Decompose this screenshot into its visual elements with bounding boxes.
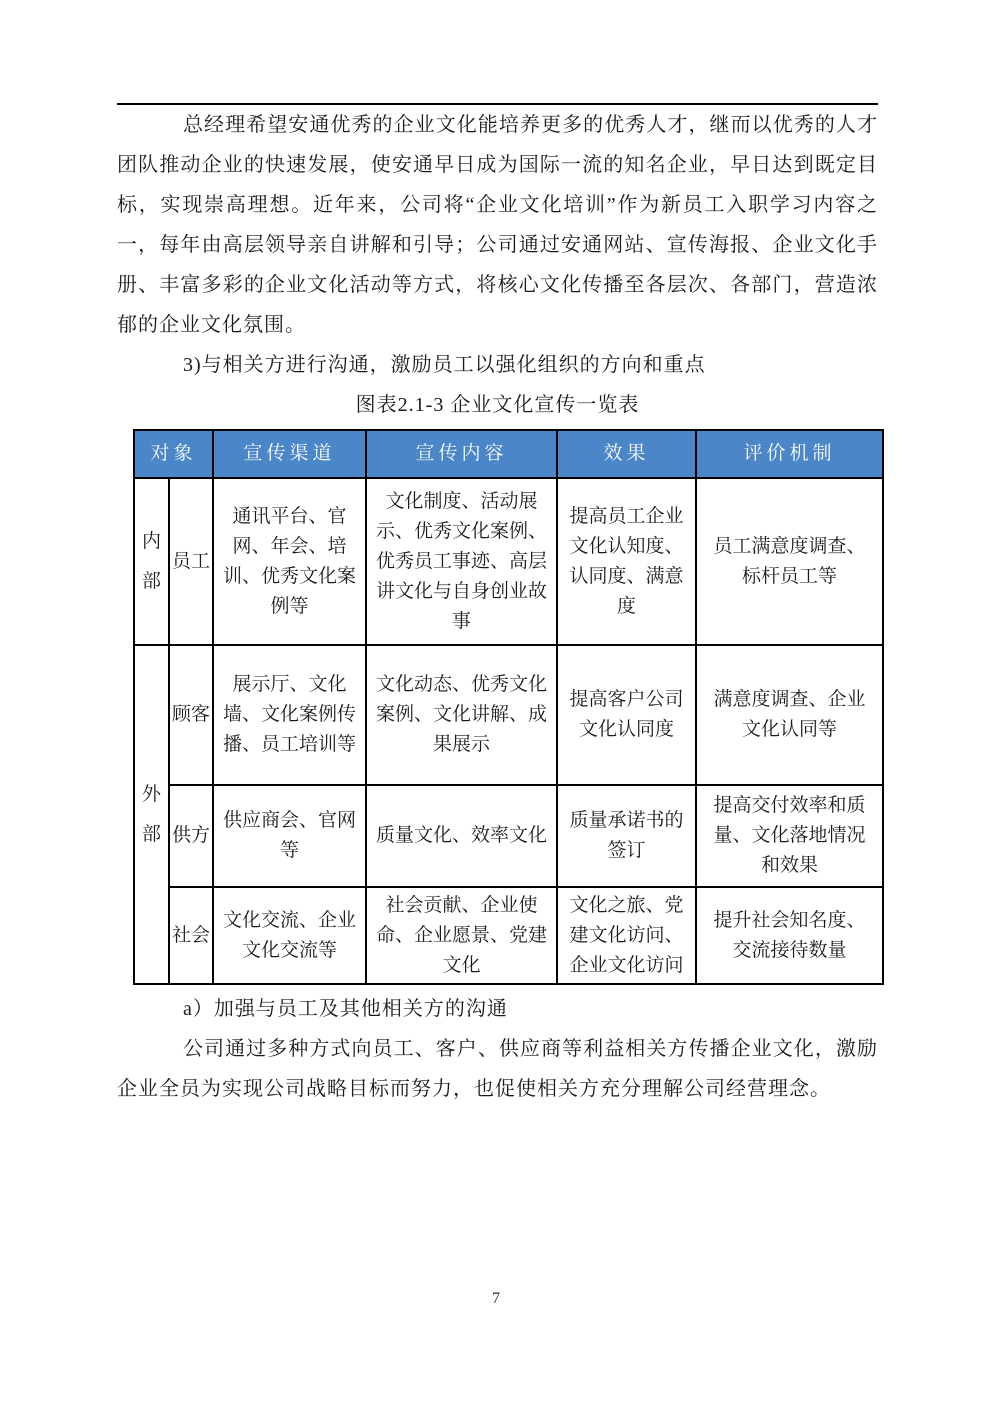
cell-contents: 文化动态、优秀文化案例、文化讲解、成果展示 <box>366 645 557 785</box>
table-row-external-society <box>134 887 883 984</box>
paragraph-item-3: 3)与相关方进行沟通，激励员工以强化组织的方向和重点 <box>183 354 706 376</box>
cell-effect: 提高客户公司文化认同度 <box>557 645 696 785</box>
table-row-external-supplier <box>134 785 883 887</box>
table-header-row <box>134 430 883 478</box>
header-channel: 宣传渠道 <box>213 430 366 478</box>
paragraph-intro: 总经理希望安通优秀的企业文化能培养更多的优秀人才，继而以优秀的人才团队推动企业的快速发展，使安通早日成为国际一流的知名企业，早日达到既定目标，实现崇高理想。近年来，公司将“企业文化培训”作为新员工入职学习内容之一，每年由高层领导亲自讲解和引导；公司通过安通网站、宣传海报、企业文化手册、丰富多彩的企业文化活动等方式，将核心文化传播至各层次、各部门，营造浓郁的企业文化氛围。 <box>117 114 878 336</box>
cell-contents: 质量文化、效率文化 <box>366 785 557 887</box>
cell-audience-supplier: 供方 <box>169 785 213 887</box>
cell-audience-customer: 顾客 <box>169 645 213 785</box>
header-evaluation: 评价机制 <box>696 430 883 478</box>
cell-audience-employee: 员工 <box>169 478 213 645</box>
cell-evaluation: 满意度调查、企业文化认同等 <box>696 645 883 785</box>
cell-effect: 文化之旅、党建文化访问、企业文化访问 <box>557 887 696 984</box>
table-row-internal-employee <box>134 478 883 645</box>
paragraph-communication: 公司通过多种方式向员工、客户、供应商等利益相关方传播企业文化，激励企业全员为实现公司战略目标而努力，也促使相关方充分理解公司经营理念。 <box>117 1038 878 1100</box>
header-target: 对象 <box>134 430 213 478</box>
cell-scope-internal: 内部 <box>134 478 169 645</box>
cell-effect: 质量承诺书的签订 <box>557 785 696 887</box>
paragraph-item-a: a）加强与员工及其他相关方的沟通 <box>183 998 508 1020</box>
cell-channels: 通讯平台、官网、年会、培训、优秀文化案例等 <box>213 478 366 645</box>
cell-evaluation: 员工满意度调查、标杆员工等 <box>696 478 883 645</box>
cell-audience-society: 社会 <box>169 887 213 984</box>
header-effect: 效果 <box>557 430 696 478</box>
cell-evaluation: 提升社会知名度、交流接待数量 <box>696 887 883 984</box>
cell-contents: 文化制度、活动展示、优秀文化案例、优秀员工事迹、高层讲文化与自身创业故事 <box>366 478 557 645</box>
cell-effect: 提高员工企业文化认知度、认同度、满意度 <box>557 478 696 645</box>
cell-scope-external: 外部 <box>134 645 169 984</box>
cell-contents: 社会贡献、企业使命、企业愿景、党建文化 <box>366 887 557 984</box>
culture-promotion-table <box>133 429 884 985</box>
cell-channels: 展示厅、文化墙、文化案例传播、员工培训等 <box>213 645 366 785</box>
table-caption: 图表2.1-3 企业文化宣传一览表 <box>355 394 640 416</box>
header-content: 宣传内容 <box>366 430 557 478</box>
document-body <box>117 103 878 1109</box>
cell-evaluation: 提高交付效率和质量、文化落地情况和效果 <box>696 785 883 887</box>
page-number: 7 <box>492 1290 500 1307</box>
cell-channels: 文化交流、企业文化交流等 <box>213 887 366 984</box>
table-row-external-customer <box>134 645 883 785</box>
cell-channels: 供应商会、官网等 <box>213 785 366 887</box>
